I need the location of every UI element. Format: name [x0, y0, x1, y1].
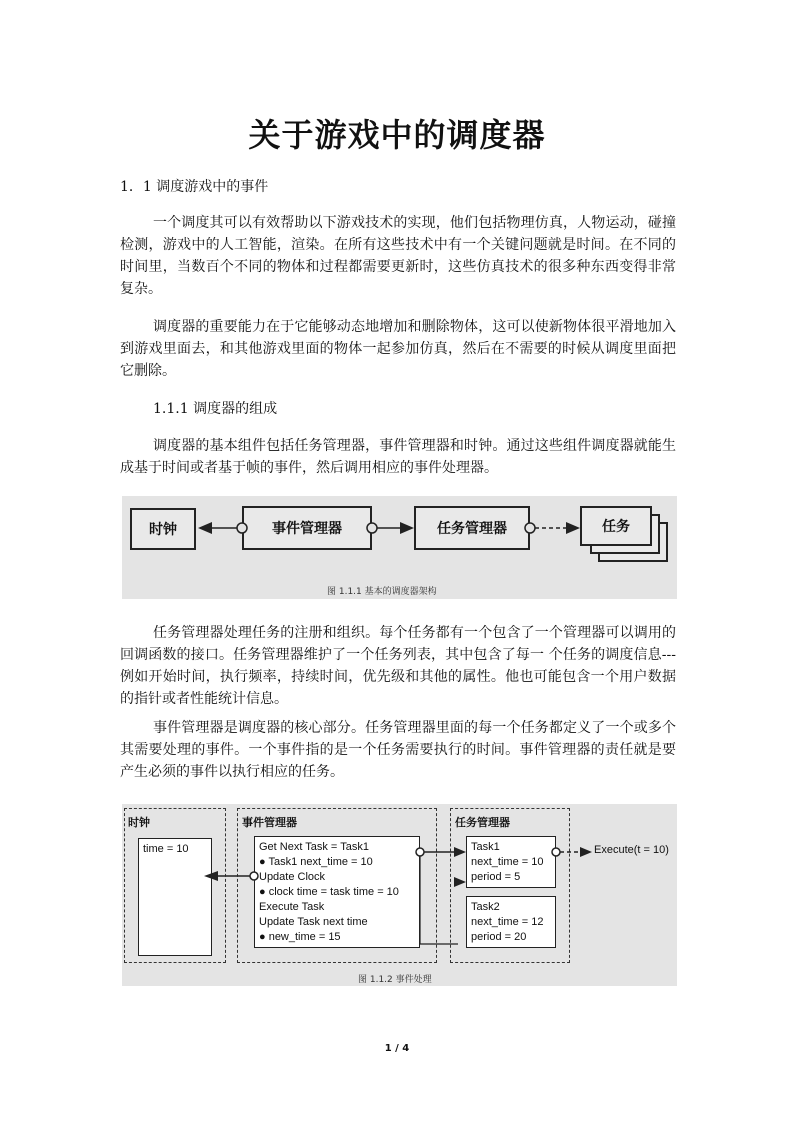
- figure1-caption: 图 1.1.1 基本的调度器架构: [327, 587, 437, 597]
- event-line: ● Task1 next_time = 10: [259, 856, 373, 868]
- task-manager-box: 任务管理器: [414, 506, 530, 550]
- event-line: Update Clock: [259, 871, 326, 883]
- paragraph-2: 调度器的重要能力在于它能够动态地增加和删除物体，这可以使新物体很平滑地加入到游戏里面去，和其他游戏里面的物体一起参加仿真，然后在不需要的时候从调度里面把它删除。: [120, 319, 676, 379]
- event-line: Get Next Task = Task1: [259, 841, 369, 853]
- task-box: 任务: [580, 506, 652, 546]
- task2-line: Task2: [471, 901, 500, 913]
- event-line: ● new_time = 15: [259, 931, 341, 943]
- paragraph-1: 一个调度其可以有效帮助以下游戏技术的实现，他们包括物理仿真，人物运动，碰撞检测，游戏中的人工智能，渲染。在所有这些技术中有一个关键问题就是时间。在不同的时间里，当数百个不同的物体和过程都需要更新时，这些仿真技术的很多种东西变得非常复杂。: [120, 215, 676, 297]
- figure-scheduler-architecture: [122, 496, 677, 599]
- event-line: Execute Task: [259, 901, 325, 913]
- page-number: 1 / 4: [384, 1043, 410, 1054]
- clock-region-label: 时钟: [128, 816, 150, 829]
- task1-line: Task1: [471, 841, 500, 853]
- paragraph-5: 事件管理器是调度器的核心部分。任务管理器里面的每一个任务都定义了一个或多个其需要处理的事件。一个事件指的是一个任务需要执行的时间。事件管理器的责任就是要产生必须的事件以执行相应的任务。: [120, 720, 676, 780]
- figure-event-processing: [122, 804, 677, 986]
- execute-label: Execute(t = 10): [594, 844, 669, 856]
- event-line: Update Task next time: [259, 916, 368, 928]
- task2-line: period = 20: [471, 931, 527, 943]
- task-manager-region-label: 任务管理器: [455, 816, 510, 829]
- section-heading-1-1: 1．1 调度游戏中的事件: [120, 179, 269, 195]
- clock-value: time = 10: [143, 843, 189, 855]
- event-line: ● clock time = task time = 10: [259, 886, 399, 898]
- page-title: 关于游戏中的调度器: [248, 116, 546, 154]
- task2-line: next_time = 12: [471, 916, 544, 928]
- event-manager-box: 事件管理器: [242, 506, 372, 550]
- task1-line: period = 5: [471, 871, 521, 883]
- paragraph-3: 调度器的基本组件包括任务管理器，事件管理器和时钟。通过这些组件调度器就能生成基于时间或者基于帧的事件，然后调用相应的事件处理器。: [120, 438, 676, 476]
- figure2-connectors: [122, 804, 677, 986]
- paragraph-4: 任务管理器处理任务的注册和组织。每个任务都有一个包含了一个管理器可以调用的回调函数的接口。任务管理器维护了一个任务列表，其中包含了每一 个任务的调度信息---例如开始时间，执行频率，持续时间，优先级和其他的属性。他也可能包含一个用户数据的指针或者性能统计信息。: [120, 625, 676, 707]
- event-manager-region-label: 事件管理器: [242, 816, 297, 829]
- clock-box: 时钟: [130, 508, 196, 550]
- task1-line: next_time = 10: [471, 856, 544, 868]
- figure2-caption: 图 1.1.2 事件处理: [358, 975, 432, 985]
- section-heading-1-1-1: 1.1.1 调度器的组成: [153, 401, 278, 417]
